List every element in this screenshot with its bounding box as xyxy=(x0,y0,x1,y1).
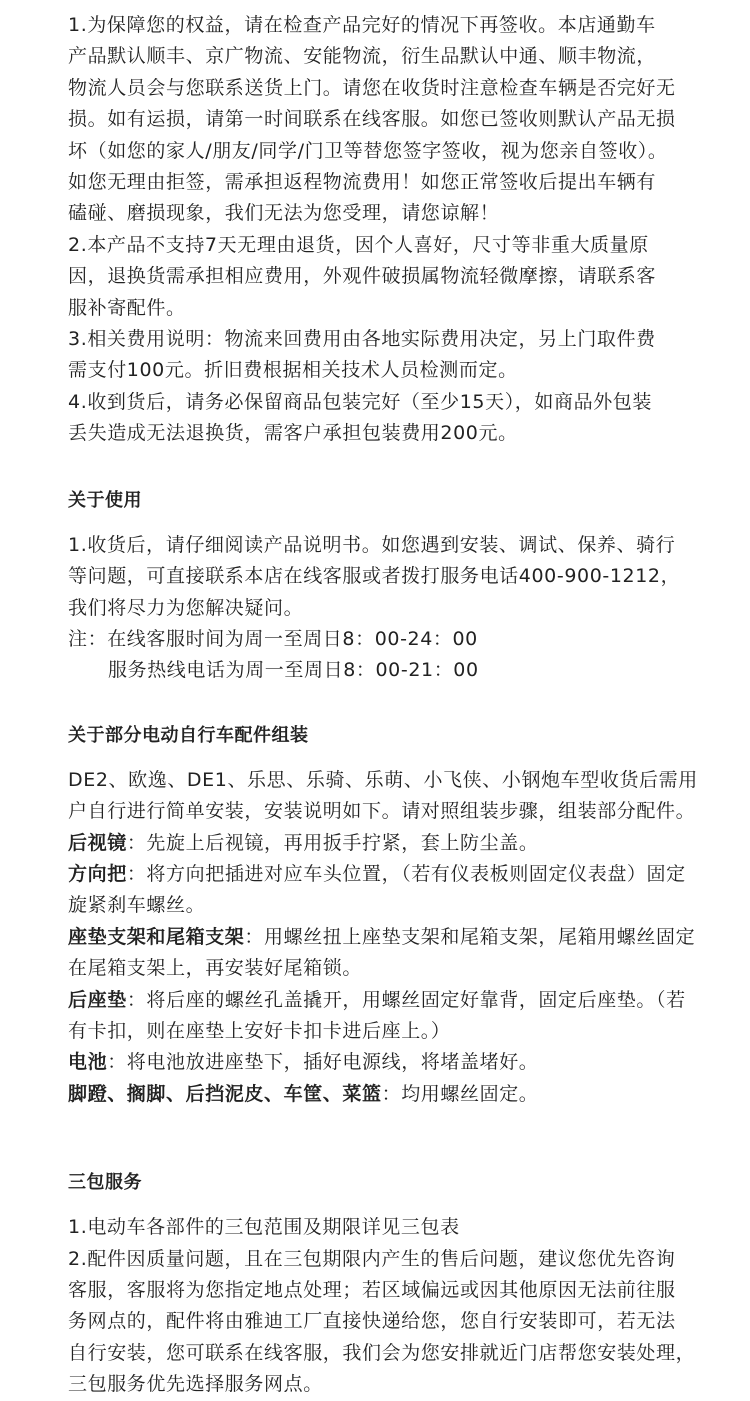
pedals-step xyxy=(68,1079,708,1110)
handlebar-step-cont: 旋紧刹车螺丝。 xyxy=(68,894,206,917)
battery-text: ：将电池放进座垫下，插好电源线，将堵盖堵好。 xyxy=(107,1051,539,1074)
warranty-line: 2.配件因质量问题，且在三包期限内产生的售后问题，建议您优先咨询 xyxy=(68,1247,676,1270)
mirror-text: ：先旋上后视镜，再用扳手拧紧，套上防尘盖。 xyxy=(126,831,539,854)
usage-line: 等问题，可直接联系本店在线客服或者拨打服务电话400-900-1212， xyxy=(68,565,681,588)
notice-line: 3.相关费用说明：物流来回费用由各地实际费用决定，另上门取件费 xyxy=(68,328,656,351)
notice-line: 因，退换货需承担相应费用，外观件破损属物流轻微摩擦，请联系客 xyxy=(68,265,657,288)
mirror-label: 后视镜 xyxy=(68,831,127,854)
usage-line: 1.收货后，请仔细阅读产品说明书。如您遇到安装、调试、保养、骑行 xyxy=(68,533,676,556)
warranty-line: 自行安装，您可联系在线客服，我们会为您安排就近门店帮您安装处理， xyxy=(68,1341,696,1364)
pedals-label: 脚蹬、搁脚、后挡泥皮、车筐、菜篮 xyxy=(68,1082,382,1105)
warranty-section xyxy=(68,1212,708,1400)
handlebar-step xyxy=(68,859,708,890)
notice-line: 坏（如您的家人/朋友/同学/门卫等替您签字签收，视为您亲自签收）。 xyxy=(68,139,668,162)
pedals-text: ：均用螺丝固定。 xyxy=(381,1082,539,1105)
assembly-intro-line: 户自行进行简单安装，安装说明如下。请对照组装步骤，组装部分配件。 xyxy=(68,800,696,823)
document-page xyxy=(68,10,708,1401)
rear-seat-step xyxy=(68,985,708,1016)
seat-bracket-text: ：用螺丝扭上座垫支架和尾箱支架，尾箱用螺丝固定 xyxy=(244,925,696,948)
notice-section xyxy=(68,10,708,450)
notice-line: 物流人员会与您联系送货上门。请您在收货时注意检查车辆是否完好无 xyxy=(68,76,676,99)
usage-line: 我们将尽力为您解决疑问。 xyxy=(68,596,304,619)
handlebar-label: 方向把 xyxy=(68,862,127,885)
notice-line: 丢失造成无法退换货，需客户承担包装费用200元。 xyxy=(68,422,518,445)
handlebar-text: ：将方向把插进对应车头位置，（若有仪表板则固定仪表盘）固定 xyxy=(126,862,686,885)
seat-bracket-label: 座垫支架和尾箱支架 xyxy=(68,925,245,948)
notice-line: 磕碰、磨损现象，我们无法为您受理，请您谅解！ xyxy=(68,202,500,225)
mirror-step xyxy=(68,828,708,859)
rear-seat-label: 后座垫 xyxy=(68,988,127,1011)
rear-seat-text: ：将后座的螺丝孔盖撬开，用螺丝固定好靠背，固定后座垫。（若 xyxy=(126,988,686,1011)
assembly-section xyxy=(68,765,708,1110)
rear-seat-step-cont: 有卡扣，则在座垫上安好卡扣卡进后座上。） xyxy=(68,1019,451,1042)
usage-section xyxy=(68,530,708,687)
notice-line: 服补寄配件。 xyxy=(68,296,186,319)
usage-heading: 关于使用 xyxy=(68,489,142,511)
notice-line: 如您无理由拒签，需承担返程物流费用！如您正常签收后提出车辆有 xyxy=(68,171,657,194)
battery-label: 电池 xyxy=(68,1051,108,1074)
warranty-line: 务网点的，配件将由雅迪工厂直接快递给您，您自行安装即可，若无法 xyxy=(68,1310,676,1333)
warranty-line: 1.电动车各部件的三包范围及期限详见三包表 xyxy=(68,1216,460,1239)
seat-bracket-step xyxy=(68,922,708,953)
warranty-line: 三包服务优先选择服务网点。 xyxy=(68,1373,323,1396)
warranty-line: 客服，客服将为您指定地点处理；若区域偏远或因其他原因无法前往服 xyxy=(68,1279,676,1301)
notice-line: 损。如有运损，请第一时间联系在线客服。如您已签收则默认产品无损 xyxy=(68,108,676,131)
notice-line: 需支付100元。折旧费根据相关技术人员检测而定。 xyxy=(68,359,518,382)
assembly-intro-line: DE2、欧逸、DE1、乐思、乐骑、乐萌、小飞侠、小钢炮车型收货后需用 xyxy=(68,768,698,791)
notice-line: 4.收到货后，请务必保留商品包装完好（至少15天），如商品外包装 xyxy=(68,390,653,413)
battery-step xyxy=(68,1047,708,1078)
seat-bracket-step-cont: 在尾箱支架上，再安装好尾箱锁。 xyxy=(68,957,363,980)
usage-note-line: 注：在线客服时间为周一至周日8：00-24：00 xyxy=(68,627,478,650)
notice-line: 产品默认顺丰、京广物流、安能物流，衍生品默认中通、顺丰物流， xyxy=(68,45,657,68)
notice-line: 2.本产品不支持7天无理由退货，因个人喜好，尺寸等非重大质量原 xyxy=(68,233,649,256)
usage-hotline-line: 服务热线电话为周一至周日8：00-21：00 xyxy=(108,659,479,682)
notice-line: 1.为保障您的权益，请在检查产品完好的情况下再签收。本店通勤车 xyxy=(68,14,656,36)
assembly-heading: 关于部分电动自行车配件组装 xyxy=(68,724,309,746)
warranty-heading: 三包服务 xyxy=(68,1172,142,1194)
